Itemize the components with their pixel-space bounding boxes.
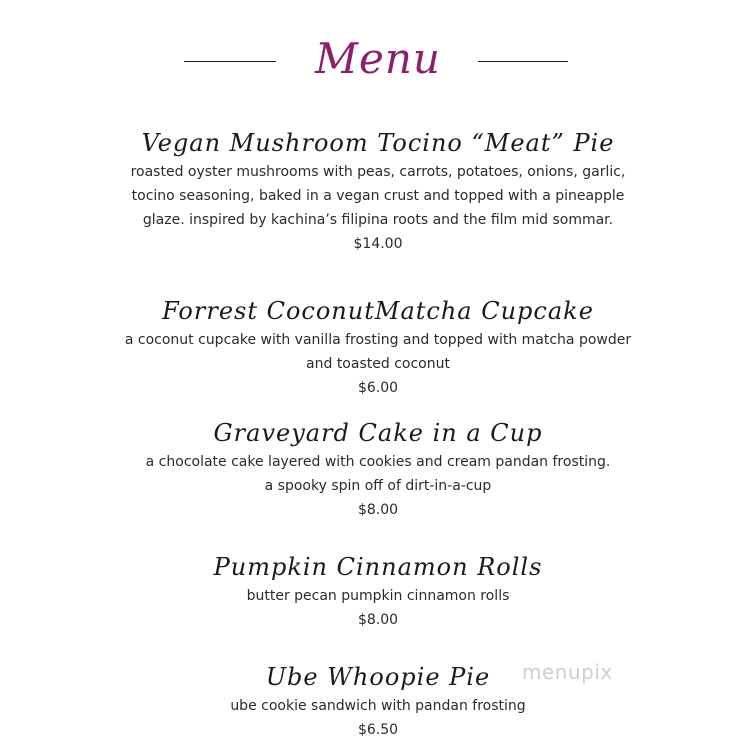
item-description-line: butter pecan pumpkin cinnamon rolls [246, 588, 510, 604]
item-description-line: tocino seasoning, baked in a vegan crust and topped with a pineapple [131, 188, 625, 204]
item-price: $6.50 [357, 722, 399, 738]
menu-item-matcha-cupcake [0, 296, 756, 400]
item-description [0, 584, 756, 608]
menu-item-pumpkin-rolls [0, 552, 756, 632]
item-price: $14.00 [353, 236, 403, 252]
header-rule-right [478, 61, 568, 62]
item-description-line: and toasted coconut [306, 356, 450, 372]
item-description-line: roasted oyster mushrooms with peas, carrots, potatoes, onions, garlic, [130, 164, 626, 180]
item-description [0, 160, 756, 232]
item-name: Ube Whoopie Pie [265, 663, 491, 691]
item-price: $8.00 [357, 612, 399, 628]
menu-header [0, 28, 756, 88]
item-name: Vegan Mushroom Tocino “Meat” Pie [141, 129, 615, 157]
menu-item-tocino-pie [0, 128, 756, 256]
item-description-line: a chocolate cake layered with cookies and cream pandan frosting. [145, 454, 611, 470]
menu-item-graveyard-cake [0, 418, 756, 522]
item-price: $8.00 [357, 502, 399, 518]
item-description-line: a spooky spin off of dirt-in-a-cup [264, 478, 492, 494]
item-name: Pumpkin Cinnamon Rolls [213, 553, 543, 581]
item-description [0, 328, 756, 376]
item-price: $6.00 [357, 380, 399, 396]
item-description-line: ube cookie sandwich with pandan frosting [230, 698, 526, 714]
item-description [0, 450, 756, 498]
item-description [0, 694, 756, 718]
menupix-watermark: menupix [522, 660, 613, 684]
menu-item-ube-whoopie-pie [0, 662, 756, 742]
menu-title: Menu [315, 34, 441, 83]
item-name: Graveyard Cake in a Cup [213, 419, 543, 447]
item-description-line: glaze. inspired by kachina’s filipina roots and the film mid sommar. [142, 212, 614, 228]
item-name: Forrest CoconutMatcha Cupcake [162, 297, 594, 325]
item-description-line: a coconut cupcake with vanilla frosting and topped with matcha powder [124, 332, 632, 348]
